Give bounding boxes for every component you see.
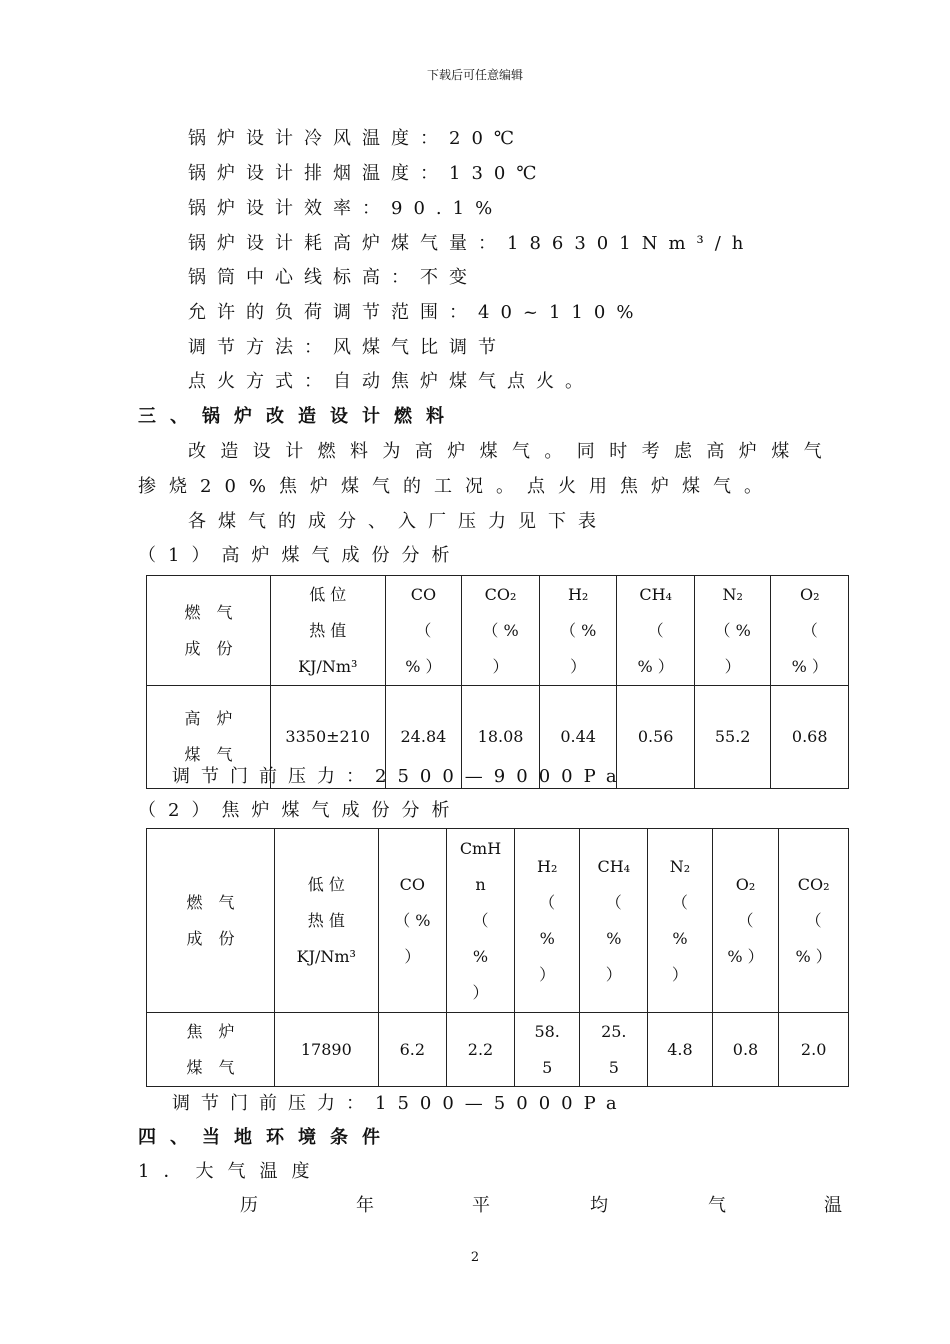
value-cell: 3350±210: [270, 686, 385, 789]
header-cell: N₂ （ % ）: [694, 576, 771, 686]
spread-char: 气: [708, 1195, 726, 1216]
spec-line: 锅炉设计排烟温度：130℃: [188, 163, 548, 184]
value-cell: 6.2: [378, 1013, 447, 1087]
header-cell: 低 位 热 值 KJ/Nm³: [275, 829, 379, 1013]
value-cell: 58. 5: [514, 1013, 580, 1087]
blast-furnace-gas-table: [146, 575, 849, 789]
header-cell: 燃 气 成 份: [147, 576, 271, 686]
value-cell: 17890: [275, 1013, 379, 1087]
spread-char: 年: [356, 1195, 374, 1216]
header-cell: CH₄ （ % ）: [617, 576, 695, 686]
header-cell: CH₄ （ % ）: [580, 829, 648, 1013]
value-cell: 25. 5: [580, 1013, 648, 1087]
value-cell: 55.2: [694, 686, 771, 789]
header-cell: N₂ （ % ）: [648, 829, 713, 1013]
table-caption: （2）焦炉煤气成份分析: [138, 800, 462, 821]
section-heading: 三、锅炉改造设计燃料: [138, 406, 458, 427]
value-cell: 0.8: [712, 1013, 779, 1087]
header-cell: O₂ （ % ）: [712, 829, 779, 1013]
header-cell: H₂ （ % ）: [514, 829, 580, 1013]
header-cell: O₂ （ % ）: [771, 576, 849, 686]
page-number: 2: [470, 1250, 480, 1265]
pressure-note: 调节门前压力：1500—5000Pa: [172, 1093, 628, 1114]
spread-char: 历: [240, 1195, 258, 1216]
page-header: 下载后可任意编辑: [426, 68, 523, 82]
spec-line: 锅炉设计耗高炉煤气量：186301Nm³/h: [188, 233, 755, 254]
header-cell: CmH n （ % ）: [447, 829, 515, 1013]
list-item: 1．大气温度: [138, 1161, 324, 1182]
header-cell: 低 位 热 值 KJ/Nm³: [270, 576, 385, 686]
spec-line: 点火方式：自动焦炉煤气点火。: [188, 371, 594, 392]
row-label: 高 炉 煤 气: [147, 686, 271, 789]
value-cell: 0.44: [539, 686, 617, 789]
spread-char: 均: [590, 1195, 608, 1216]
value-cell: 24.84: [385, 686, 462, 789]
paragraph: 各煤气的成分、入厂压力见下表: [188, 511, 608, 532]
paragraph: 掺烧20%焦炉煤气的工况。点火用焦炉煤气。: [138, 476, 776, 497]
row-label: 焦 炉 煤 气: [147, 1013, 275, 1087]
header-cell: 燃 气 成 份: [147, 829, 275, 1013]
spec-line: 允许的负荷调节范围：40~110%: [188, 302, 645, 323]
value-cell: 0.68: [771, 686, 849, 789]
spread-char: 温: [824, 1195, 842, 1216]
spread-char: 平: [472, 1195, 490, 1216]
paragraph: 改造设计燃料为高炉煤气。同时考虑高炉煤气: [188, 441, 836, 462]
value-cell: 0.56: [617, 686, 695, 789]
header-cell: CO₂ （ % ）: [462, 576, 540, 686]
pressure-note: 调节门前压力：2500—9000Pa: [172, 766, 628, 787]
value-cell: 4.8: [648, 1013, 713, 1087]
spec-line: 锅炉设计效率：90.1%: [188, 198, 504, 219]
spec-line: 调节方法：风煤气比调节: [188, 337, 507, 358]
header-cell: CO （ % ）: [385, 576, 462, 686]
header-cell: CO₂ （ % ）: [779, 829, 849, 1013]
header-cell: CO （ % ）: [378, 829, 447, 1013]
coke-oven-gas-table: [146, 828, 849, 1087]
spec-line: 锅炉设计冷风温度：20℃: [188, 128, 526, 149]
value-cell: 18.08: [462, 686, 540, 789]
section-heading: 四、当地环境条件: [138, 1127, 394, 1148]
header-cell: H₂ （ % ）: [539, 576, 617, 686]
table-caption: （1）高炉煤气成份分析: [138, 545, 462, 566]
value-cell: 2.0: [779, 1013, 849, 1087]
value-cell: 2.2: [447, 1013, 515, 1087]
spec-line: 锅筒中心线标高：不变: [188, 267, 478, 288]
